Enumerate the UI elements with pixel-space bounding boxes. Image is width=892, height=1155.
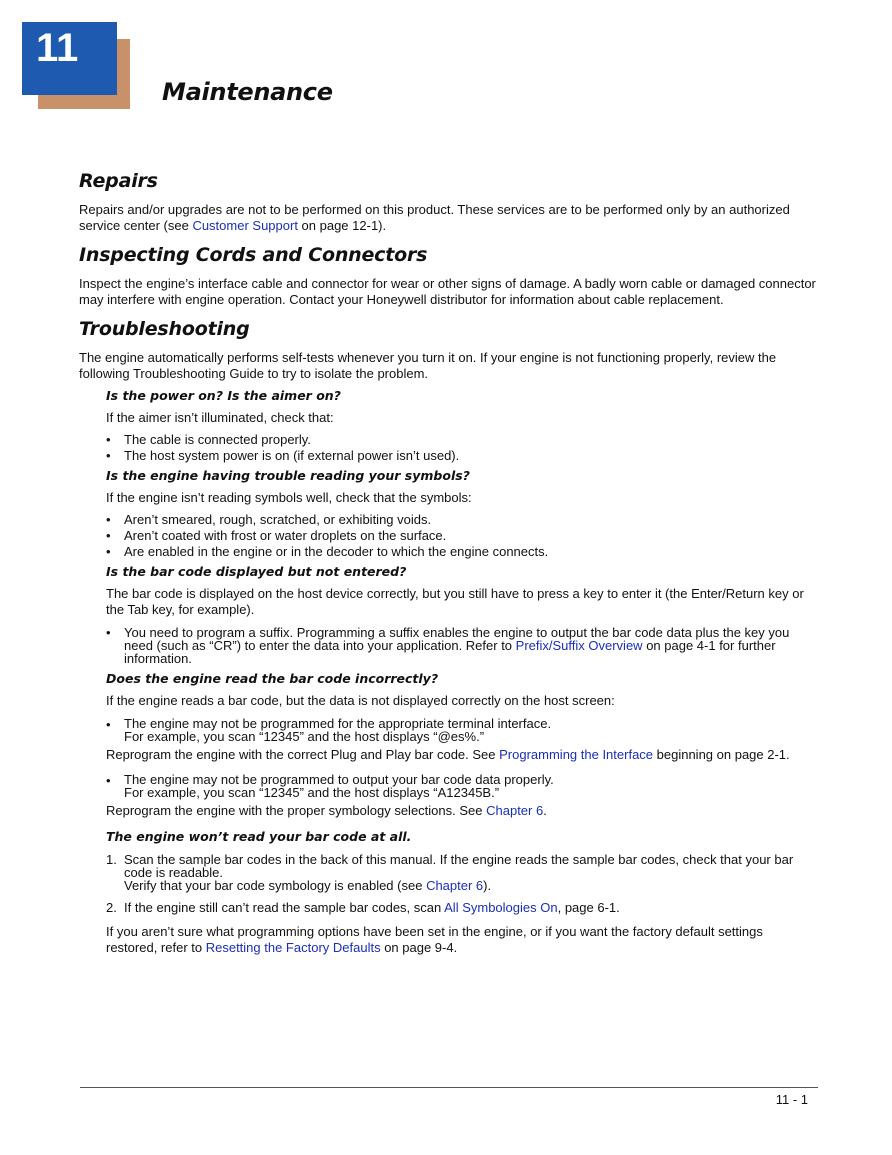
list-item (106, 773, 817, 799)
repairs-section (79, 170, 817, 234)
list-item: • Aren’t smeared, rough, scratched, or exhibiting voids. (106, 512, 817, 528)
all-symbologies-on-link[interactable]: All Symbologies On (444, 900, 558, 915)
list-item (106, 626, 817, 665)
reprogram-plug-and-play (106, 747, 817, 763)
chapter-6-link[interactable]: Chapter 6 (426, 878, 484, 893)
repairs-text-after: on page 12-1). (297, 218, 387, 233)
question-heading: Is the engine having trouble reading your symbols? (106, 468, 470, 483)
closing-text-after: on page 9-4. (380, 940, 458, 955)
step-item (106, 900, 817, 916)
step-line: Scan the sample bar codes in the back of this manual. If the engine reads the sample bar codes, check that your bar code is readable. (124, 852, 794, 880)
reprogram-text-before: Reprogram the engine with the correct Plug and Play bar code. See (106, 747, 500, 762)
reprogram-text-before: Reprogram the engine with the proper symbology selections. See (106, 803, 487, 818)
list-item: • Aren’t coated with frost or water droplets on the surface. (106, 528, 817, 544)
step-item (106, 853, 817, 892)
chapter-title: Maintenance (162, 78, 333, 106)
question-displayed-not-entered (106, 564, 817, 665)
checklist (106, 512, 817, 560)
question-heading: Does the engine read the bar code incorrectly? (106, 671, 439, 686)
troubleshooting-guide (106, 388, 817, 956)
closing-text-before: If you aren’t sure what programming options have been set in the engine, or if you want the factory default settings restored, refer to (106, 924, 763, 955)
troubleshooting-heading: Troubleshooting (79, 318, 250, 340)
question-intro: If the engine reads a bar code, but the data is not displayed correctly on the host screen: (106, 693, 615, 708)
checklist (106, 717, 817, 743)
footer-divider (80, 1087, 818, 1088)
reprogram-symbology (106, 803, 817, 819)
list-item: • Are enabled in the engine or in the decoder to which the engine connects. (106, 544, 817, 560)
step-text-after: , page 6-1. (557, 900, 620, 915)
step-text-before: If the engine still can’t read the sample bar codes, scan (124, 900, 445, 915)
question-intro: If the aimer isn’t illuminated, check that: (106, 410, 334, 425)
resetting-factory-defaults-link[interactable]: Resetting the Factory Defaults (205, 940, 381, 955)
step-text-before: Verify that your bar code symbology is enabled (see (124, 878, 427, 893)
question-heading: Is the power on? Is the aimer on? (106, 388, 341, 403)
item-line: For example, you scan “12345” and the host displays “A12345B.” (124, 785, 500, 800)
page-content (79, 170, 817, 966)
chapter-6-link[interactable]: Chapter 6 (486, 803, 544, 818)
suffix-text-before: You need to program a suffix. Programming a suffix enables the engine to output the bar code data plus the key you need (such as “CR”) to enter the data into your application. Refer to (124, 625, 790, 653)
prefix-suffix-overview-link[interactable]: Prefix/Suffix Overview (515, 638, 643, 653)
chapter-number: 11 (36, 26, 79, 70)
cords-section (79, 244, 817, 308)
list-item: • The host system power is on (if external power isn’t used). (106, 448, 817, 464)
customer-support-link[interactable]: Customer Support (192, 218, 298, 233)
steps-list (106, 853, 817, 916)
repairs-text (79, 202, 817, 234)
step-number: 2. (106, 900, 117, 915)
step-number: 1. (106, 852, 117, 867)
question-read-incorrectly (106, 671, 817, 819)
list-item (106, 717, 817, 743)
item-line: • The engine may not be programmed for the appropriate terminal interface. (124, 716, 552, 731)
page-number: 11 - 1 (775, 1092, 808, 1107)
question-wont-read (106, 829, 817, 916)
step-text-after: ). (483, 878, 492, 893)
list-item: • The cable is connected properly. (106, 432, 817, 448)
suffix-text-after: on page 4-1 for further information. (124, 638, 776, 666)
checklist (106, 626, 817, 665)
question-heading: Is the bar code displayed but not entered? (106, 564, 407, 579)
repairs-text-before: Repairs and/or upgrades are not to be performed on this product. These services are to be performed only by an authorized service center (see (79, 202, 790, 233)
troubleshooting-intro: The engine automatically performs self-tests whenever you turn it on. If your engine is not functioning properly, review the following Troubleshooting Guide to try to isolate the problem. (79, 350, 777, 381)
cords-heading: Inspecting Cords and Connectors (79, 244, 428, 266)
troubleshooting-section (79, 318, 817, 956)
checklist (106, 432, 817, 464)
cords-text: Inspect the engine’s interface cable and connector for wear or other signs of damage. A badly worn cable or damaged connector may interfere with engine operation. Contact your Honeywell distributor for information about cable replacement. (79, 276, 816, 307)
item-line: For example, you scan “12345” and the host displays “@es%.” (124, 729, 485, 744)
reprogram-text-after: beginning on page 2-1. (653, 747, 790, 762)
chapter-number-badge (22, 22, 117, 95)
question-intro: If the engine isn’t reading symbols well, check that the symbols: (106, 490, 472, 505)
programming-the-interface-link[interactable]: Programming the Interface (499, 747, 654, 762)
question-intro: The bar code is displayed on the host device correctly, but you still have to press a key to enter it (the Enter/Return key or the Tab key, for example). (106, 586, 804, 617)
checklist (106, 773, 817, 799)
question-reading-trouble (106, 468, 817, 560)
item-line: • The engine may not be programmed to output your bar code data properly. (124, 772, 554, 787)
closing-paragraph (106, 924, 817, 956)
question-power-aimer (106, 388, 817, 464)
step-line (124, 879, 817, 892)
repairs-heading: Repairs (79, 170, 158, 192)
reprogram-text-after: . (543, 803, 547, 818)
question-heading: The engine won’t read your bar code at all. (106, 829, 412, 844)
